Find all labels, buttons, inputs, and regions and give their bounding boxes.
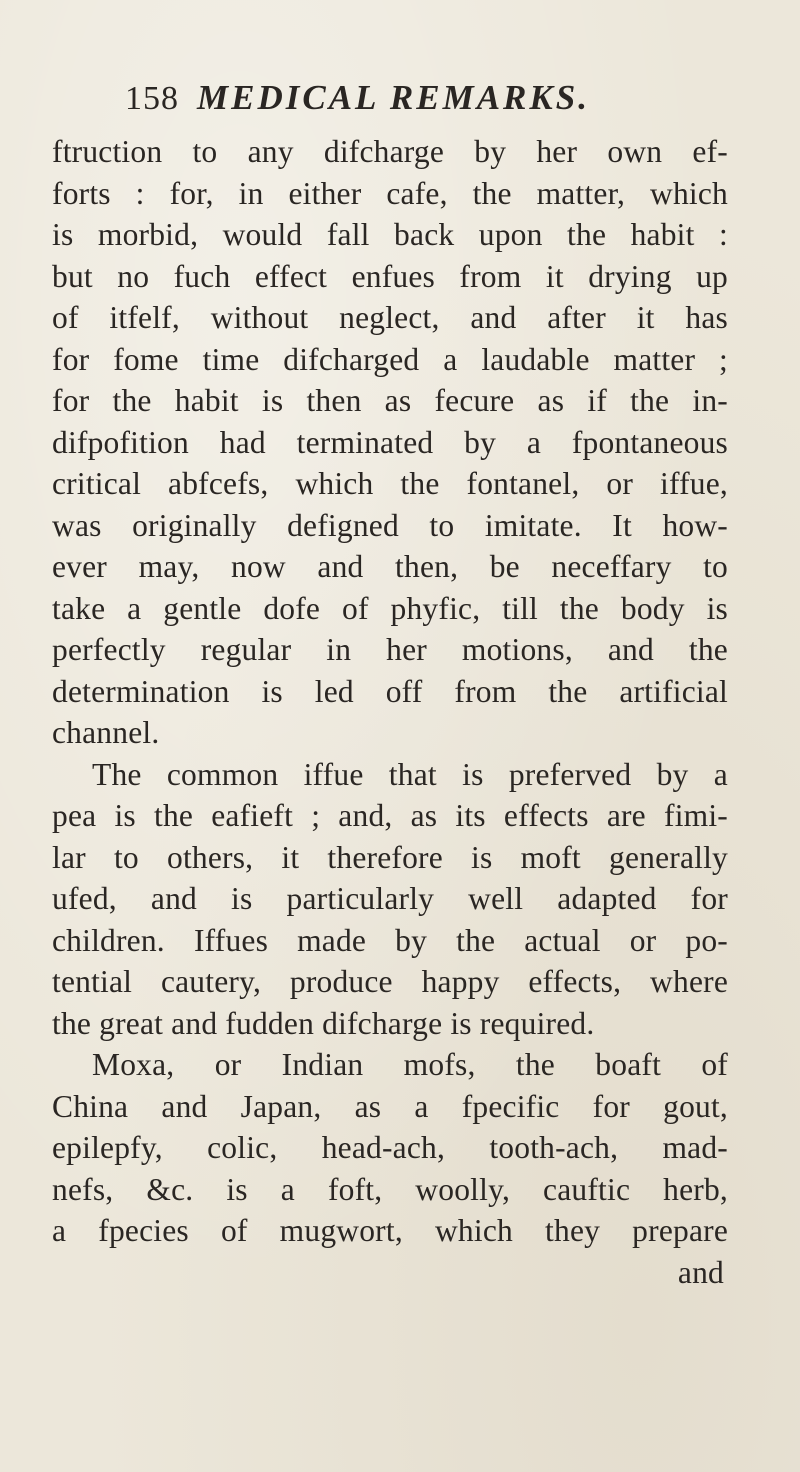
text-line: channel.	[52, 715, 160, 750]
text-line: Moxa, or Indian mofs, the boaft of	[92, 1047, 728, 1082]
text-line: the great and fudden difcharge is required.	[52, 1005, 595, 1041]
text-line: but no fuch effect enfues from it drying up	[52, 258, 728, 294]
page-header	[125, 78, 745, 128]
text-line: ufed, and is particularly well adapted for	[52, 881, 728, 916]
text-line: nefs, &c. is a foft, woolly, cauftic herb,	[52, 1171, 728, 1207]
text-line: tential cautery, produce happy effects, where	[52, 964, 728, 999]
text-line: China and Japan, as a fpecific for gout,	[52, 1088, 728, 1124]
page-number: 158	[125, 80, 179, 117]
text-line: epilepfy, colic, head-ach, tooth-ach, mad-	[52, 1130, 728, 1165]
text-line: children. Iffues made by the actual or po-	[52, 922, 728, 958]
text-line: perfectly regular in her motions, and the	[52, 632, 728, 667]
text-line: of itfelf, without neglect, and after it has	[52, 300, 728, 335]
text-line: a fpecies of mugwort, which they prepare	[52, 1213, 728, 1248]
text-line: The common iffue that is preferved by a	[92, 756, 728, 792]
body-text	[52, 131, 728, 1293]
text-line: is morbid, would fall back upon the habit :	[52, 217, 728, 252]
text-line: ftruction to any difcharge by her own ef-	[52, 134, 728, 169]
text-line: critical abfcefs, which the fontanel, or iffue,	[52, 466, 728, 501]
text-line: forts : for, in either cafe, the matter, which	[52, 175, 728, 211]
running-head: MEDICAL REMARKS.	[197, 78, 590, 117]
text-line: pea is the eafieft ; and, as its effects are fimi-	[52, 798, 728, 833]
text-line: was originally defigned to imitate. It how-	[52, 507, 728, 543]
text-line: difpofition had terminated by a fpontaneous	[52, 424, 728, 460]
text-line: for the habit is then as fecure as if the in-	[52, 383, 728, 418]
text-line: determination is led off from the artificial	[52, 673, 728, 709]
text-line: lar to others, it therefore is moft generally	[52, 839, 728, 875]
catchword: and	[677, 1254, 724, 1290]
text-line: take a gentle dofe of phyfic, till the body is	[52, 590, 728, 626]
text-line: ever may, now and then, be neceffary to	[52, 549, 728, 584]
text-line: for fome time difcharged a laudable matter ;	[52, 341, 728, 377]
